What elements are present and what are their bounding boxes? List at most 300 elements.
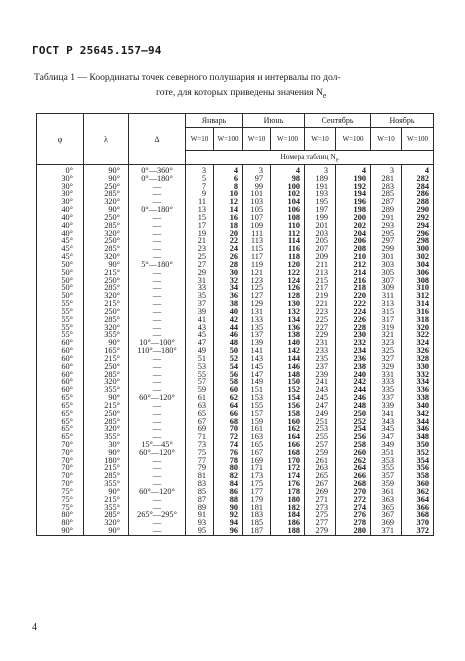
cell-nov-w10: 319 <box>371 324 402 332</box>
cell-nov-w10: 359 <box>371 480 402 488</box>
cell-jun-w100: 186 <box>271 519 305 527</box>
cell-jan-w100: 58 <box>214 378 243 386</box>
cell-phi: 75° <box>37 496 84 504</box>
cell-jan-w100: 20 <box>214 230 243 238</box>
cell-jan-w10: 87 <box>186 496 214 504</box>
cell-phi: 40° <box>37 214 84 222</box>
cell-jun-w10: 149 <box>243 378 271 386</box>
cell-delta: — <box>129 527 186 535</box>
cell-sep-w100: 274 <box>336 504 371 512</box>
cell-sep-w100: 200 <box>336 214 371 222</box>
cell-delta: 5°—180° <box>129 261 186 269</box>
cell-phi: 65° <box>37 410 84 418</box>
cell-nov-w100: 304 <box>402 261 434 269</box>
cell-sep-w10: 189 <box>305 175 336 183</box>
cell-sep-w10: 259 <box>305 449 336 457</box>
cell-sep-w10: 237 <box>305 363 336 371</box>
cell-sep-w100: 218 <box>336 284 371 292</box>
cell-sep-w10: 209 <box>305 253 336 261</box>
cell-jan-w100: 32 <box>214 277 243 285</box>
cell-delta: — <box>129 371 186 379</box>
table-row <box>37 198 434 206</box>
cell-jun-w10: 119 <box>243 261 271 269</box>
table-row <box>37 519 434 527</box>
header-row-months <box>37 114 434 128</box>
cell-sep-w100: 234 <box>336 347 371 355</box>
cell-sep-w10: 219 <box>305 292 336 300</box>
cell-jan-w10: 35 <box>186 292 214 300</box>
cell-sep-w10: 263 <box>305 464 336 472</box>
cell-jun-w100: 178 <box>271 488 305 496</box>
cell-sep-w100: 242 <box>336 378 371 386</box>
cell-delta: — <box>129 378 186 386</box>
cell-sep-w10: 265 <box>305 472 336 480</box>
cell-nov-w10: 351 <box>371 449 402 457</box>
table-row <box>37 331 434 339</box>
cell-nov-w100: 338 <box>402 394 434 402</box>
cell-sep-w100: 264 <box>336 464 371 472</box>
table-row <box>37 277 434 285</box>
cell-jan-w100: 46 <box>214 331 243 339</box>
cell-nov-w100: 312 <box>402 292 434 300</box>
cell-phi: 55° <box>37 331 84 339</box>
cell-jan-w100: 6 <box>214 175 243 183</box>
cell-phi: 70° <box>37 472 84 480</box>
cell-jun-w10: 123 <box>243 277 271 285</box>
cell-nov-w10: 329 <box>371 363 402 371</box>
cell-lambda: 215° <box>84 355 129 363</box>
cell-phi: 50° <box>37 284 84 292</box>
cell-delta: 265°—295° <box>129 511 186 519</box>
cell-sep-w10: 225 <box>305 316 336 324</box>
cell-jan-w100: 36 <box>214 292 243 300</box>
table-row <box>37 261 434 269</box>
cell-nov-w100: 282 <box>402 175 434 183</box>
cell-jan-w10: 63 <box>186 402 214 410</box>
table-row <box>37 316 434 324</box>
cell-jan-w10: 77 <box>186 457 214 465</box>
cell-jun-w100: 116 <box>271 245 305 253</box>
cell-jun-w10: 141 <box>243 347 271 355</box>
cell-nov-w100: 290 <box>402 206 434 214</box>
cell-delta: 110°—180° <box>129 347 186 355</box>
cell-sep-w10: 249 <box>305 410 336 418</box>
cell-jun-w10: 155 <box>243 402 271 410</box>
cell-phi: 60° <box>37 347 84 355</box>
cell-lambda: 90° <box>84 394 129 402</box>
cell-jun-w10: 159 <box>243 418 271 426</box>
cell-delta: — <box>129 190 186 198</box>
cell-sep-w10: 229 <box>305 331 336 339</box>
table-row <box>37 245 434 253</box>
cell-sep-w100: 278 <box>336 519 371 527</box>
cell-nov-w10: 347 <box>371 433 402 441</box>
table-row <box>37 308 434 316</box>
cell-lambda: 285° <box>84 190 129 198</box>
cell-lambda: 355° <box>84 480 129 488</box>
cell-nov-w10: 313 <box>371 300 402 308</box>
cell-nov-w10: 309 <box>371 284 402 292</box>
cell-phi: 70° <box>37 480 84 488</box>
cell-lambda: 90° <box>84 206 129 214</box>
cell-nov-w10: 333 <box>371 378 402 386</box>
cell-jan-w100: 48 <box>214 339 243 347</box>
cell-sep-w100: 196 <box>336 198 371 206</box>
cell-sep-w100: 244 <box>336 386 371 394</box>
cell-nov-w100: 300 <box>402 245 434 253</box>
cell-lambda: 250° <box>84 183 129 191</box>
cell-lambda: 180° <box>84 457 129 465</box>
cell-lambda: 215° <box>84 300 129 308</box>
cell-sep-w10: 279 <box>305 527 336 535</box>
cell-jun-w10: 187 <box>243 527 271 535</box>
cell-lambda: 90° <box>84 488 129 496</box>
cell-jun-w100: 176 <box>271 480 305 488</box>
cell-jan-w10: 93 <box>186 519 214 527</box>
cell-jun-w10: 109 <box>243 222 271 230</box>
table-row <box>37 527 434 535</box>
cell-jun-w10: 153 <box>243 394 271 402</box>
cell-jun-w100: 4 <box>271 165 305 175</box>
cell-jun-w100: 174 <box>271 472 305 480</box>
table-row <box>37 284 434 292</box>
cell-nov-w10: 339 <box>371 402 402 410</box>
cell-delta: — <box>129 245 186 253</box>
table-row <box>37 441 434 449</box>
cell-nov-w10: 293 <box>371 222 402 230</box>
header-w: W=100 <box>214 128 243 151</box>
cell-jan-w10: 21 <box>186 237 214 245</box>
cell-sep-w100: 248 <box>336 402 371 410</box>
cell-delta: — <box>129 277 186 285</box>
cell-delta: — <box>129 472 186 480</box>
cell-jan-w10: 73 <box>186 441 214 449</box>
cell-phi: 60° <box>37 386 84 394</box>
cell-jan-w100: 74 <box>214 441 243 449</box>
cell-nov-w10: 321 <box>371 331 402 339</box>
cell-nov-w10: 369 <box>371 519 402 527</box>
cell-nov-w10: 299 <box>371 245 402 253</box>
cell-sep-w10: 227 <box>305 324 336 332</box>
cell-jan-w10: 67 <box>186 418 214 426</box>
cell-jun-w100: 182 <box>271 504 305 512</box>
cell-jan-w100: 30 <box>214 269 243 277</box>
cell-lambda: 90° <box>84 449 129 457</box>
cell-sep-w100: 252 <box>336 418 371 426</box>
cell-lambda: 250° <box>84 277 129 285</box>
cell-nov-w10: 311 <box>371 292 402 300</box>
cell-nov-w10: 323 <box>371 339 402 347</box>
cell-jan-w100: 88 <box>214 496 243 504</box>
cell-lambda: 250° <box>84 410 129 418</box>
table-row <box>37 418 434 426</box>
cell-jan-w100: 12 <box>214 198 243 206</box>
cell-jan-w10: 11 <box>186 198 214 206</box>
cell-nov-w10: 285 <box>371 190 402 198</box>
cell-jun-w10: 183 <box>243 511 271 519</box>
cell-phi: 75° <box>37 488 84 496</box>
cell-phi: 65° <box>37 418 84 426</box>
cell-delta: — <box>129 363 186 371</box>
header-table-numbers <box>186 151 434 165</box>
cell-lambda: 90° <box>84 165 129 175</box>
cell-delta: — <box>129 519 186 527</box>
cell-lambda: 215° <box>84 269 129 277</box>
cell-nov-w10: 345 <box>371 425 402 433</box>
cell-phi: 70° <box>37 464 84 472</box>
cell-jan-w100: 90 <box>214 504 243 512</box>
cell-lambda: 320° <box>84 230 129 238</box>
cell-sep-w100: 192 <box>336 183 371 191</box>
cell-delta: — <box>129 355 186 363</box>
cell-jun-w10: 175 <box>243 480 271 488</box>
caption-line-2 <box>34 85 429 103</box>
cell-jan-w10: 59 <box>186 386 214 394</box>
cell-jan-w100: 60 <box>214 386 243 394</box>
cell-nov-w100: 348 <box>402 433 434 441</box>
header-phi: φ <box>37 114 84 165</box>
cell-phi: 60° <box>37 378 84 386</box>
cell-lambda: 355° <box>84 433 129 441</box>
cell-phi: 45° <box>37 237 84 245</box>
table-row <box>37 339 434 347</box>
page-number: 4 <box>32 622 37 633</box>
table-row <box>37 394 434 402</box>
cell-sep-w100: 268 <box>336 480 371 488</box>
cell-sep-w100: 222 <box>336 300 371 308</box>
cell-phi: 30° <box>37 198 84 206</box>
cell-lambda: 285° <box>84 284 129 292</box>
cell-nov-w100: 316 <box>402 308 434 316</box>
cell-sep-w100: 272 <box>336 496 371 504</box>
cell-sep-w10: 273 <box>305 504 336 512</box>
table-row <box>37 183 434 191</box>
cell-phi: 65° <box>37 402 84 410</box>
cell-lambda: 285° <box>84 222 129 230</box>
cell-jun-w10: 127 <box>243 292 271 300</box>
cell-delta: — <box>129 214 186 222</box>
cell-jun-w10: 171 <box>243 464 271 472</box>
cell-sep-w100: 258 <box>336 441 371 449</box>
cell-jan-w10: 85 <box>186 488 214 496</box>
cell-jun-w10: 185 <box>243 519 271 527</box>
cell-nov-w100: 368 <box>402 511 434 519</box>
cell-sep-w100: 220 <box>336 292 371 300</box>
cell-jun-w10: 111 <box>243 230 271 238</box>
cell-nov-w100: 340 <box>402 402 434 410</box>
cell-sep-w100: 250 <box>336 410 371 418</box>
table-row <box>37 324 434 332</box>
cell-nov-w100: 308 <box>402 277 434 285</box>
cell-nov-w100: 284 <box>402 183 434 191</box>
cell-sep-w10: 197 <box>305 206 336 214</box>
cell-jan-w100: 34 <box>214 284 243 292</box>
cell-jan-w100: 82 <box>214 472 243 480</box>
cell-phi: 75° <box>37 504 84 512</box>
cell-sep-w10: 231 <box>305 339 336 347</box>
cell-nov-w100: 4 <box>402 165 434 175</box>
cell-jan-w10: 81 <box>186 472 214 480</box>
cell-sep-w100: 276 <box>336 511 371 519</box>
cell-nov-w10: 357 <box>371 472 402 480</box>
cell-sep-w10: 213 <box>305 269 336 277</box>
cell-phi: 60° <box>37 339 84 347</box>
cell-lambda: 165° <box>84 347 129 355</box>
cell-lambda: 355° <box>84 386 129 394</box>
cell-jan-w100: 50 <box>214 347 243 355</box>
cell-nov-w10: 361 <box>371 488 402 496</box>
cell-delta: 0°—180° <box>129 206 186 214</box>
cell-delta: — <box>129 386 186 394</box>
cell-jan-w100: 66 <box>214 410 243 418</box>
cell-phi: 50° <box>37 277 84 285</box>
cell-jun-w100: 118 <box>271 253 305 261</box>
cell-sep-w10: 223 <box>305 308 336 316</box>
cell-sep-w10: 261 <box>305 457 336 465</box>
cell-delta: 60°—120° <box>129 488 186 496</box>
cell-phi: 55° <box>37 300 84 308</box>
header-w: W=10 <box>243 128 271 151</box>
cell-jan-w10: 19 <box>186 230 214 238</box>
cell-phi: 55° <box>37 324 84 332</box>
cell-sep-w10: 247 <box>305 402 336 410</box>
cell-nov-w100: 328 <box>402 355 434 363</box>
cell-nov-w10: 327 <box>371 355 402 363</box>
cell-jan-w100: 44 <box>214 324 243 332</box>
cell-nov-w100: 286 <box>402 190 434 198</box>
cell-phi: 55° <box>37 316 84 324</box>
cell-nov-w10: 341 <box>371 410 402 418</box>
cell-nov-w100: 360 <box>402 480 434 488</box>
cell-nov-w100: 288 <box>402 198 434 206</box>
cell-nov-w100: 302 <box>402 253 434 261</box>
cell-sep-w10: 201 <box>305 222 336 230</box>
cell-jun-w10: 117 <box>243 253 271 261</box>
cell-sep-w100: 236 <box>336 355 371 363</box>
cell-jun-w100: 104 <box>271 198 305 206</box>
cell-jan-w100: 4 <box>214 165 243 175</box>
cell-lambda: 30° <box>84 441 129 449</box>
cell-jun-w100: 108 <box>271 214 305 222</box>
table-row <box>37 425 434 433</box>
table-row <box>37 190 434 198</box>
cell-nov-w100: 314 <box>402 300 434 308</box>
cell-nov-w10: 371 <box>371 527 402 535</box>
cell-sep-w100: 270 <box>336 488 371 496</box>
cell-sep-w10: 267 <box>305 480 336 488</box>
cell-nov-w100: 366 <box>402 504 434 512</box>
cell-lambda: 285° <box>84 316 129 324</box>
cell-jun-w10: 145 <box>243 363 271 371</box>
cell-nov-w10: 289 <box>371 206 402 214</box>
cell-sep-w100: 216 <box>336 277 371 285</box>
cell-jan-w10: 15 <box>186 214 214 222</box>
header-delta: Δ <box>129 114 186 165</box>
header-lambda: λ <box>84 114 129 165</box>
table-row <box>37 378 434 386</box>
cell-lambda: 285° <box>84 418 129 426</box>
cell-phi: 55° <box>37 308 84 316</box>
cell-sep-w10: 195 <box>305 198 336 206</box>
cell-nov-w10: 303 <box>371 261 402 269</box>
cell-jun-w100: 166 <box>271 441 305 449</box>
cell-jun-w100: 128 <box>271 292 305 300</box>
cell-lambda: 285° <box>84 371 129 379</box>
cell-jan-w100: 68 <box>214 418 243 426</box>
cell-nov-w10: 3 <box>371 165 402 175</box>
cell-sep-w10: 243 <box>305 386 336 394</box>
cell-nov-w100: 358 <box>402 472 434 480</box>
cell-lambda: 320° <box>84 292 129 300</box>
cell-jun-w100: 134 <box>271 316 305 324</box>
cell-sep-w10: 245 <box>305 394 336 402</box>
cell-sep-w10: 235 <box>305 355 336 363</box>
cell-jun-w10: 121 <box>243 269 271 277</box>
cell-phi: 40° <box>37 206 84 214</box>
cell-sep-w10: 203 <box>305 230 336 238</box>
cell-jun-w10: 151 <box>243 386 271 394</box>
cell-jan-w100: 24 <box>214 245 243 253</box>
cell-jun-w100: 112 <box>271 230 305 238</box>
cell-jan-w10: 49 <box>186 347 214 355</box>
cell-sep-w100: 256 <box>336 433 371 441</box>
header-w: W=10 <box>305 128 336 151</box>
cell-jan-w10: 31 <box>186 277 214 285</box>
cell-jan-w10: 91 <box>186 511 214 519</box>
table-row <box>37 386 434 394</box>
cell-lambda: 215° <box>84 464 129 472</box>
cell-jun-w100: 138 <box>271 331 305 339</box>
cell-nov-w100: 346 <box>402 425 434 433</box>
cell-nov-w100: 350 <box>402 441 434 449</box>
cell-delta: — <box>129 292 186 300</box>
cell-sep-w100: 4 <box>336 165 371 175</box>
cell-delta: 15°—45° <box>129 441 186 449</box>
cell-sep-w10: 233 <box>305 347 336 355</box>
cell-delta: — <box>129 480 186 488</box>
cell-jun-w10: 129 <box>243 300 271 308</box>
cell-phi: 70° <box>37 441 84 449</box>
cell-phi: 90° <box>37 527 84 535</box>
cell-nov-w100: 354 <box>402 457 434 465</box>
cell-delta: — <box>129 183 186 191</box>
cell-delta: — <box>129 457 186 465</box>
header-month-november: Ноябрь <box>371 114 434 128</box>
table-row <box>37 300 434 308</box>
cell-nov-w10: 335 <box>371 386 402 394</box>
cell-jan-w10: 71 <box>186 433 214 441</box>
cell-nov-w100: 332 <box>402 371 434 379</box>
cell-phi: 70° <box>37 449 84 457</box>
cell-nov-w10: 291 <box>371 214 402 222</box>
cell-lambda: 285° <box>84 472 129 480</box>
cell-jun-w10: 105 <box>243 206 271 214</box>
cell-jun-w10: 3 <box>243 165 271 175</box>
cell-jun-w100: 120 <box>271 261 305 269</box>
table-row <box>37 511 434 519</box>
cell-delta: — <box>129 433 186 441</box>
header-month-september: Сентябрь <box>305 114 371 128</box>
table-row <box>37 206 434 214</box>
cell-phi: 45° <box>37 253 84 261</box>
cell-jun-w100: 168 <box>271 449 305 457</box>
cell-jun-w100: 126 <box>271 284 305 292</box>
cell-sep-w10: 251 <box>305 418 336 426</box>
cell-lambda: 250° <box>84 363 129 371</box>
cell-lambda: 250° <box>84 237 129 245</box>
cell-lambda: 285° <box>84 245 129 253</box>
cell-lambda: 215° <box>84 402 129 410</box>
